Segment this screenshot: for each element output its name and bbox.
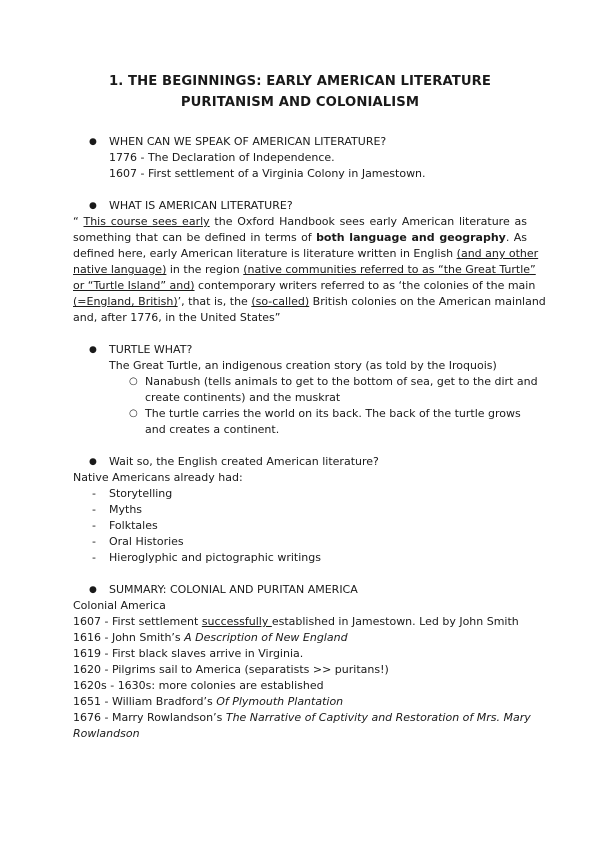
bullet-icon: ● bbox=[89, 345, 97, 355]
quote-line-3: defined here, early American literature is literature written in English (and any other bbox=[73, 247, 539, 260]
sub-item-line: and creates a continent. bbox=[145, 423, 280, 436]
sub-item-line: Nanabush (tells animals to get to the bottom of sea, get to the dirt and bbox=[145, 375, 538, 388]
section1-line: 1776 - The Declaration of Independence. bbox=[109, 151, 335, 164]
timeline-entry: 1616 - John Smith’s A Description of New England bbox=[73, 631, 348, 644]
title-line-1: 1. THE BEGINNINGS: EARLY AMERICAN LITERATURE bbox=[108, 74, 492, 89]
section3-heading: TURTLE WHAT? bbox=[109, 343, 193, 356]
section5-heading: SUMMARY: COLONIAL AND PURITAN AMERICA bbox=[109, 583, 358, 596]
quote-line-1: “ This course sees early the Oxford Handbook sees early American literature as bbox=[73, 215, 527, 228]
section5-subheading: Colonial America bbox=[73, 599, 166, 612]
quote-line-2: something that can be defined in terms of both language and geography. As bbox=[73, 231, 527, 244]
timeline-entry: 1651 - William Bradford’s Of Plymouth Plantation bbox=[73, 695, 344, 708]
list-item: Storytelling bbox=[109, 487, 173, 500]
timeline-entry: 1620s - 1630s: more colonies are established bbox=[73, 679, 324, 692]
section4-intro: Native Americans already had: bbox=[73, 471, 243, 484]
section2-heading: WHAT IS AMERICAN LITERATURE? bbox=[109, 199, 293, 212]
title-line-2: PURITANISM AND COLONIALISM bbox=[180, 95, 420, 110]
dash-icon: - bbox=[92, 519, 96, 532]
quote-line-7: and, after 1776, in the United States” bbox=[73, 311, 281, 324]
list-item: Myths bbox=[109, 503, 143, 516]
bullet-icon: ● bbox=[89, 457, 97, 467]
bullet-icon: ● bbox=[89, 585, 97, 595]
hollow-bullet-icon: ○ bbox=[129, 408, 138, 419]
dash-icon: - bbox=[92, 487, 96, 500]
bullet-icon: ● bbox=[89, 137, 97, 147]
timeline-entry: 1620 - Pilgrims sail to America (separatists >> puritans!) bbox=[73, 663, 389, 676]
section1-heading: WHEN CAN WE SPEAK OF AMERICAN LITERATURE? bbox=[109, 135, 387, 148]
list-item: Folktales bbox=[109, 519, 158, 532]
list-item: Hieroglyphic and pictographic writings bbox=[109, 551, 321, 564]
quote-line-4: native language) in the region (native communities referred to as “the Great Turtle” bbox=[73, 263, 536, 276]
timeline-entry: 1676 - Marry Rowlandson’s The Narrative of Captivity and Restoration of Mrs. Mary bbox=[73, 711, 531, 724]
section1-line: 1607 - First settlement of a Virginia Colony in Jamestown. bbox=[109, 167, 426, 180]
dash-icon: - bbox=[92, 503, 96, 516]
section4-heading: Wait so, the English created American literature? bbox=[109, 455, 379, 468]
quote-line-6: (=England, British)’, that is, the (so-called) British colonies on the American mainland bbox=[73, 295, 546, 308]
sub-item-line: The turtle carries the world on its back. The back of the turtle grows bbox=[145, 407, 521, 420]
timeline-entry: 1607 - First settlement successfully established in Jamestown. Led by John Smith bbox=[73, 615, 519, 628]
dash-icon: - bbox=[92, 535, 96, 548]
hollow-bullet-icon: ○ bbox=[129, 376, 138, 387]
timeline-entry-continued: Rowlandson bbox=[73, 727, 140, 740]
timeline-entry: 1619 - First black slaves arrive in Virginia. bbox=[73, 647, 304, 660]
list-item: Oral Histories bbox=[109, 535, 184, 548]
quote-line-5: or “Turtle Island” and) contemporary writers referred to as ‘the colonies of the main bbox=[73, 279, 536, 292]
section3-intro: The Great Turtle, an indigenous creation story (as told by the Iroquois) bbox=[109, 359, 497, 372]
bullet-icon: ● bbox=[89, 201, 97, 211]
dash-icon: - bbox=[92, 551, 96, 564]
sub-item-line: create continents) and the muskrat bbox=[145, 391, 341, 404]
